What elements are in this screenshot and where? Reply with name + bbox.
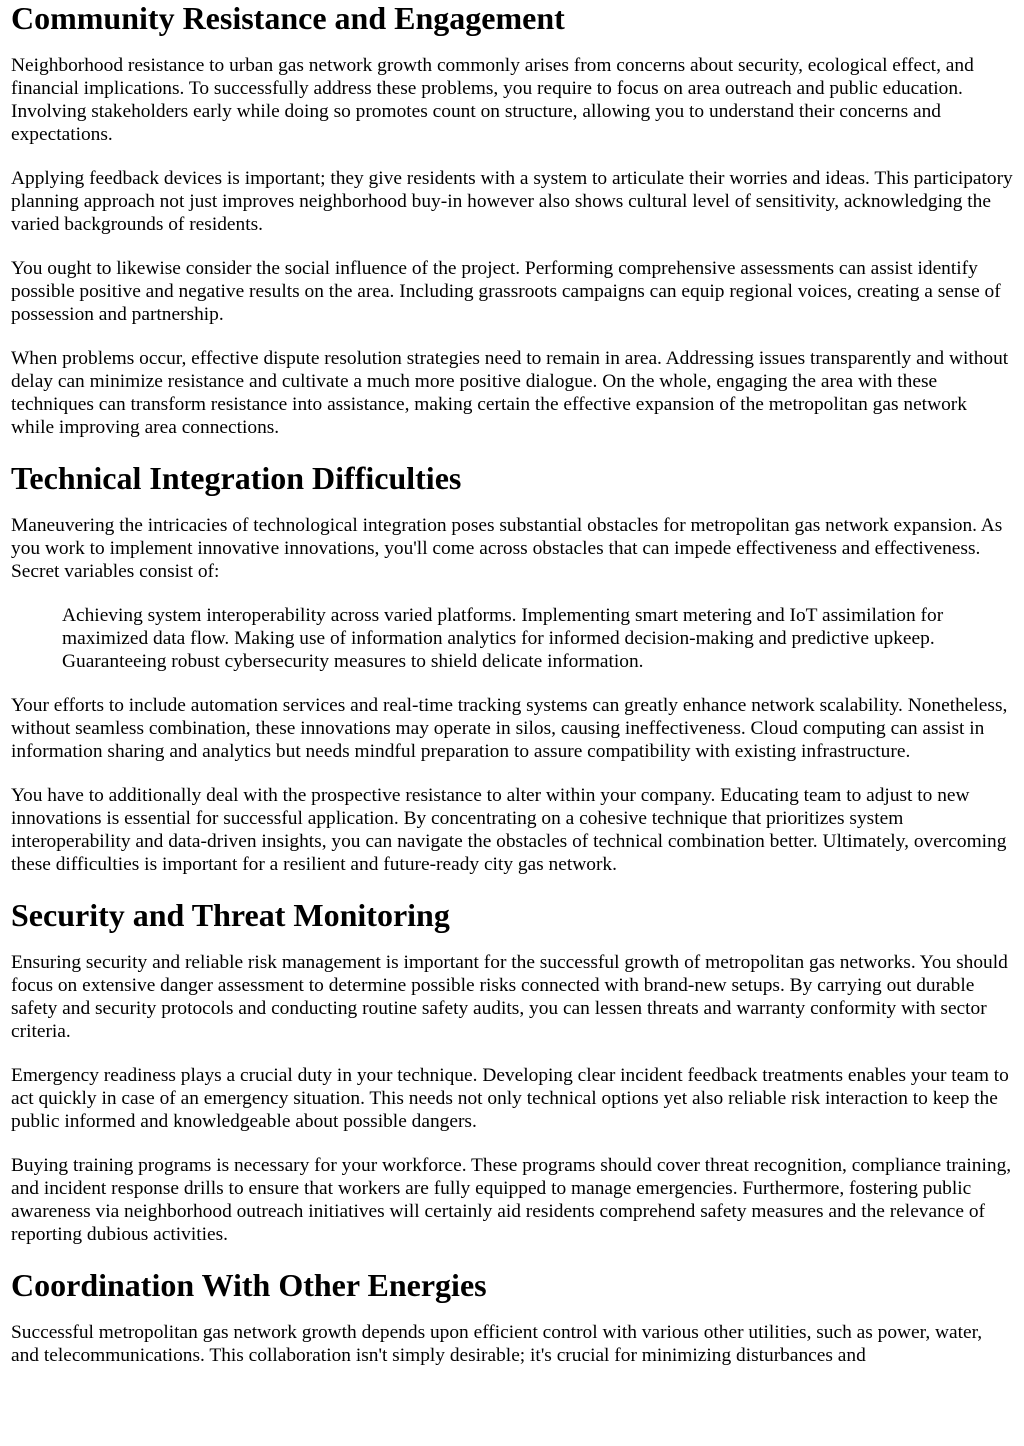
- section-heading-coordination: Coordination With Other Energies: [11, 1267, 487, 1303]
- paragraph: Maneuvering the intricacies of technological integration poses substantial obstacles for metropolitan gas network expansion. As you work to implement innovative innovations, you'll come across obstacles that can impede effectiveness and effectiveness. Secret variables consist of:: [11, 515, 1003, 582]
- paragraph: You have to additionally deal with the prospective resistance to alter within your company. Educating team to adjust to new innovations is essential for successful application. By concentrating on a cohesive technique that prioritizes system interoperability and data-driven insights, you can navigate the obstacles of technical combination better. Ultimately, overcoming these difficulties is important for a resilient and future-ready city gas network.: [11, 785, 1007, 875]
- paragraph: Buying training programs is necessary for your workforce. These programs should cover threat recognition, compliance training, and incident response drills to ensure that workers are fully equipped to manage emergencies. Furthermore, fostering public awareness via neighborhood outreach initiatives will certainly aid residents comprehend safety measures and the relevance of reporting dubious activities.: [11, 1155, 1012, 1245]
- paragraph: Emergency readiness plays a crucial duty in your technique. Developing clear incident feedback treatments enables your team to act quickly in case of an emergency situation. This needs not only technical options yet also reliable risk interaction to keep the public informed and knowledgeable about possible dangers.: [11, 1065, 1009, 1132]
- paragraph: When problems occur, effective dispute resolution strategies need to remain in area. Addressing issues transparently and without delay can minimize resistance and cultivate a much more positive dialogue. On the whole, engaging the area with these techniques can transform resistance into assistance, making certain the effective expansion of the metropolitan gas network while improving area connections.: [11, 348, 1009, 438]
- section-heading-technical-integration: Technical Integration Difficulties: [11, 460, 462, 496]
- paragraph: Your efforts to include automation services and real-time tracking systems can greatly enhance network scalability. Nonetheless, without seamless combination, these innovations may operate in silos, causing ineffectiveness. Cloud computing can assist in information sharing and analytics but needs mindful preparation to assure compatibility with existing infrastructure.: [11, 695, 1008, 762]
- paragraph: Neighborhood resistance to urban gas network growth commonly arises from concerns about security, ecological effect, and financial implications. To successfully address these problems, you require to focus on area outreach and public education. Involving stakeholders early while doing so promotes count on structure, allowing you to understand their concerns and expectations.: [11, 55, 974, 145]
- paragraph: Successful metropolitan gas network growth depends upon efficient control with various other utilities, such as power, water, and telecommunications. This collaboration isn't simply desirable; it's crucial for minimizing disturbances and: [11, 1322, 983, 1366]
- key-factors-quote: Achieving system interoperability across varied platforms. Implementing smart metering and IoT assimilation for maximized data flow. Making use of information analytics for informed decision-making and predictive upkeep. Guaranteeing robust cybersecurity measures to shield delicate information.: [62, 605, 944, 672]
- paragraph: You ought to likewise consider the social influence of the project. Performing comprehensive assessments can assist identify possible positive and negative results on the area. Including grassroots campaigns can equip regional voices, creating a sense of possession and partnership.: [11, 258, 1001, 325]
- paragraph: Applying feedback devices is important; they give residents with a system to articulate their worries and ideas. This participatory planning approach not just improves neighborhood buy-in however also shows cultural level of sensitivity, acknowledging the varied backgrounds of residents.: [11, 168, 1013, 235]
- paragraph: Ensuring security and reliable risk management is important for the successful growth of metropolitan gas networks. You should focus on extensive danger assessment to determine possible risks connected with brand-new setups. By carrying out durable safety and security protocols and conducting routine safety audits, you can lessen threats and warranty conformity with sector criteria.: [11, 952, 1008, 1042]
- section-heading-security-threat: Security and Threat Monitoring: [11, 897, 450, 933]
- section-heading-community-resistance: Community Resistance and Engagement: [11, 0, 565, 36]
